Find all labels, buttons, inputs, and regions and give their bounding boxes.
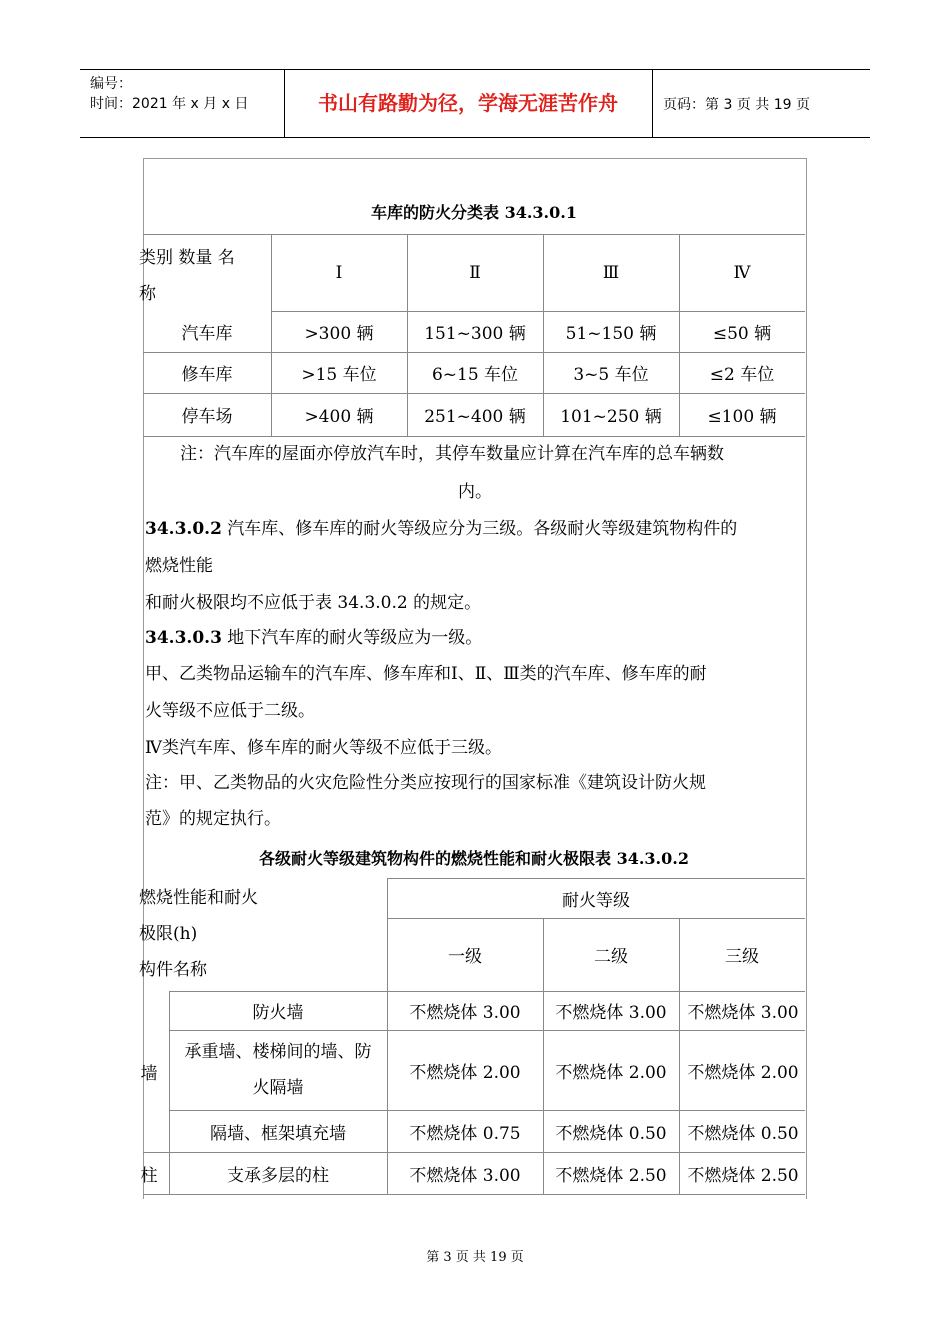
table2-cell: 不燃烧体 3.00 xyxy=(687,1003,799,1023)
table2-corner-header: 燃烧性能和耐火 极限(h) 构件名称 xyxy=(139,888,258,980)
clause-34-3-0-3: 34.3.0.3 地下汽车库的耐火等级应为一级。 xyxy=(145,628,483,648)
table-rule xyxy=(143,436,805,437)
table2-row-name: 防火墙 xyxy=(252,1003,304,1023)
header-meta xyxy=(90,74,248,114)
table2-group-wall: 墙 xyxy=(140,1064,158,1084)
table1-note: 注：汽车库的屋面亦停放汽车时，其停车数量应计算在汽车库的总车辆数 xyxy=(180,444,724,464)
table1-corner-header: 类别 数量 名 称 xyxy=(139,248,235,304)
table1-header-cell: Ⅰ xyxy=(335,262,343,283)
table2-group-column: 柱 xyxy=(140,1165,158,1186)
table-rule xyxy=(143,1194,805,1195)
paragraph: 和耐火极限均不应低于表 34.3.0.2 的规定。 xyxy=(145,593,482,613)
table1-row-name: 停车场 xyxy=(181,407,233,427)
time-label: 时间：2021 年 x 月 x 日 xyxy=(90,96,249,112)
table1-cell: ≤50 辆 xyxy=(712,324,772,344)
table2-grade-header: 一级 xyxy=(448,947,482,967)
table2-cell: 不燃烧体 2.00 xyxy=(687,1062,799,1083)
table1-cell: >300 辆 xyxy=(304,324,374,344)
note-paragraph: 注：甲、乙类物品的火灾危险性分类应按现行的国家标准《建筑设计防火规 xyxy=(145,773,706,793)
table2-cell: 不燃烧体 0.50 xyxy=(555,1123,667,1144)
table2-row-name: 支承多层的柱 xyxy=(227,1165,329,1186)
table1-note-cont: 内。 xyxy=(458,482,492,502)
table1-header-cell: Ⅱ xyxy=(469,262,481,283)
table2-grade-header: 三级 xyxy=(725,947,759,967)
header-motto: 书山有路勤为径，学海无涯苦作舟 xyxy=(318,91,618,115)
number-label: 编号： xyxy=(90,76,132,92)
table1-cell: 6~15 车位 xyxy=(431,365,519,385)
table2-group-header: 耐火等级 xyxy=(562,890,630,911)
table1-cell: >15 车位 xyxy=(301,365,377,385)
clause-34-3-0-2-cont: 燃烧性能 xyxy=(145,556,213,576)
table1-cell: ≤2 车位 xyxy=(709,365,775,385)
table2-cell: 不燃烧体 2.50 xyxy=(555,1165,667,1186)
table2-row-name: 隔墙、框架填充墙 xyxy=(210,1123,346,1144)
table1-cell: >400 辆 xyxy=(304,407,374,427)
header-page-label: 页码：第 3 页 共 19 页 xyxy=(663,97,810,113)
table1-header-cell: Ⅳ xyxy=(733,262,751,283)
table1-title: 车库的防火分类表 34.3.0.1 xyxy=(371,203,577,222)
page-header xyxy=(80,69,870,138)
table2-cell: 不燃烧体 0.75 xyxy=(409,1123,521,1144)
table2-row-name: 承重墙、楼梯间的墙、防 火隔墙 xyxy=(184,1042,372,1098)
header-divider xyxy=(652,70,653,137)
table2-title: 各级耐火等级建筑物构件的燃烧性能和耐火极限表 34.3.0.2 xyxy=(259,849,689,868)
table1-cell: 151~300 辆 xyxy=(424,324,526,344)
table1-cell: ≤100 辆 xyxy=(707,407,777,427)
note-paragraph: 范》的规定执行。 xyxy=(145,809,281,829)
table1-row-name: 汽车库 xyxy=(181,324,233,344)
table2-cell: 不燃烧体 2.00 xyxy=(409,1062,521,1083)
table2-cell: 不燃烧体 2.00 xyxy=(555,1062,667,1083)
table2-cell: 不燃烧体 0.50 xyxy=(687,1123,799,1144)
paragraph: 火等级不应低于二级。 xyxy=(145,701,315,721)
page-footer: 第 3 页 共 19 页 xyxy=(426,1250,524,1265)
table2-cell: 不燃烧体 3.00 xyxy=(409,1165,521,1186)
paragraph: Ⅳ类汽车库、修车库的耐火等级不应低于三级。 xyxy=(145,738,502,758)
table1-cell: 3~5 车位 xyxy=(573,365,649,385)
table2-cell: 不燃烧体 3.00 xyxy=(409,1003,521,1023)
clause-34-3-0-2: 34.3.0.2 汽车库、修车库的耐火等级应分为三级。各级耐火等级建筑物构件的 xyxy=(145,519,738,539)
table1-cell: 51~150 辆 xyxy=(565,324,657,344)
table1-row-name: 修车库 xyxy=(181,365,233,385)
paragraph: 甲、乙类物品运输车的汽车库、修车库和Ⅰ、Ⅱ、Ⅲ类的汽车库、修车库的耐 xyxy=(145,664,707,684)
table2-cell: 不燃烧体 3.00 xyxy=(555,1003,667,1023)
table1-header-cell: Ⅲ xyxy=(602,262,620,283)
table2-grade-header: 二级 xyxy=(594,947,628,967)
table1-cell: 101~250 辆 xyxy=(560,407,662,427)
table1-cell: 251~400 辆 xyxy=(424,407,526,427)
table2-cell: 不燃烧体 2.50 xyxy=(687,1165,799,1186)
